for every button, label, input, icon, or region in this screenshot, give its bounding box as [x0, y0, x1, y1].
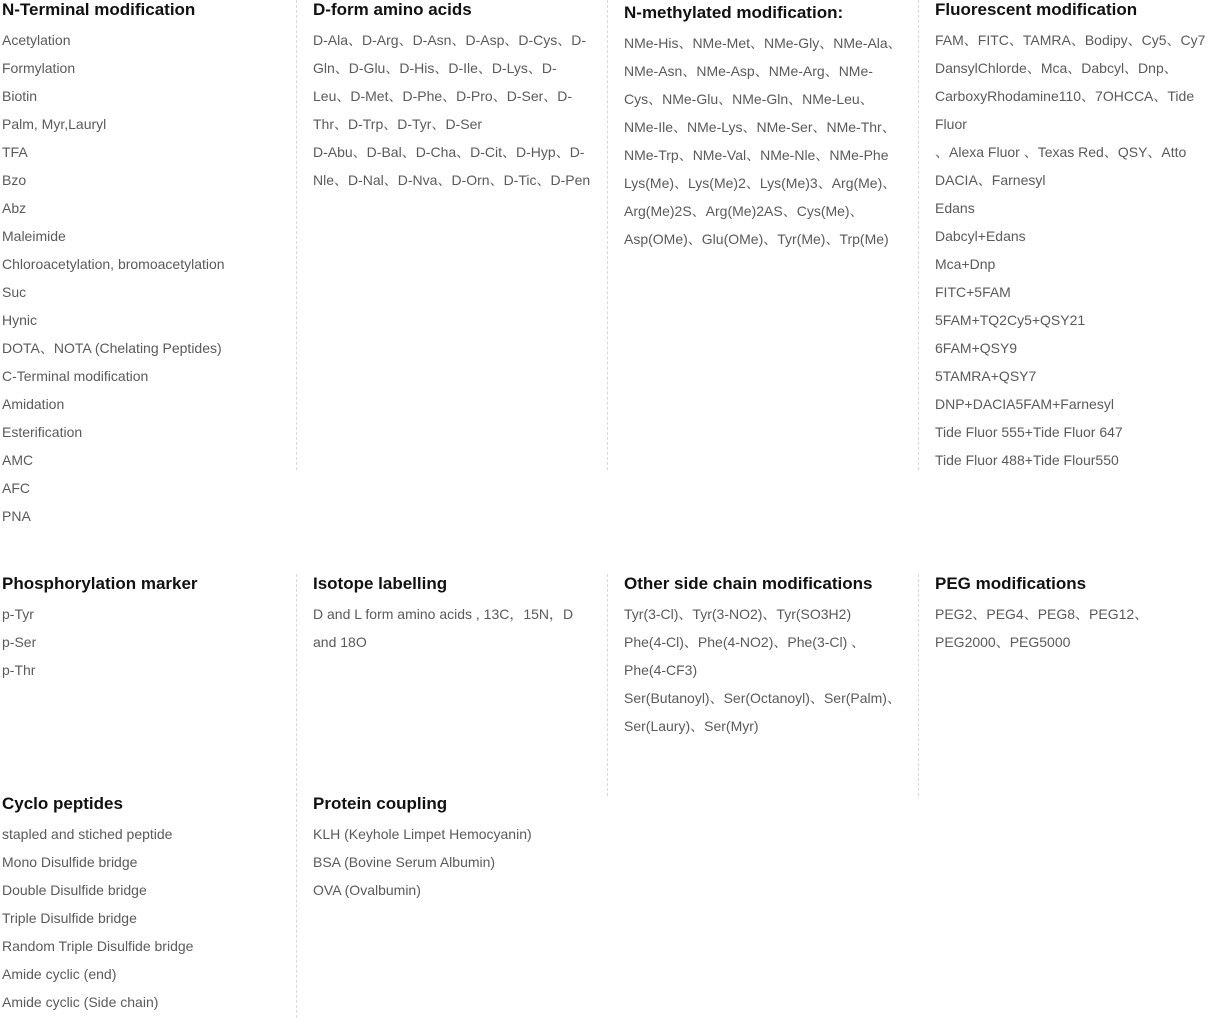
- list-item: Mono Disulfide bridge: [2, 854, 138, 870]
- section-title: N-methylated modification:: [624, 3, 844, 22]
- text-line: Leu、D-Met、D-Phe、D-Pro、D-Ser、D-: [313, 88, 573, 104]
- item-list: [313, 600, 607, 656]
- list-item: Double Disulfide bridge: [2, 882, 147, 898]
- section-title: Fluorescent modification: [935, 0, 1138, 19]
- text-line: 5FAM+TQ2Cy5+QSY21: [935, 312, 1086, 328]
- list-item: Acetylation: [2, 32, 71, 48]
- item-list: [624, 600, 918, 740]
- list-item: Amide cyclic (end): [2, 966, 117, 982]
- text-line: DansylChlorde、Mca、Dabcyl、Dnp、: [935, 60, 1178, 76]
- text-line: Ser(Laury)、Ser(Myr): [624, 718, 759, 734]
- section-phosphorylation: [0, 574, 297, 796]
- item-list: [2, 820, 296, 1016]
- item-list: [313, 26, 607, 194]
- list-item: Palm, Myr,Lauryl: [2, 116, 107, 132]
- section-title: D-form amino acids: [313, 0, 472, 19]
- section-title: Protein coupling: [313, 794, 448, 813]
- section-isotope: [313, 574, 608, 796]
- list-item: Amide cyclic (Side chain): [2, 994, 159, 1010]
- list-item: Suc: [2, 284, 27, 300]
- text-line: 6FAM+QSY9: [935, 340, 1018, 356]
- text-line: 、Alexa Fluor 、Texas Red、QSY、Atto: [935, 144, 1187, 160]
- list-item: OVA (Ovalbumin): [313, 882, 421, 898]
- list-item: AMC: [2, 452, 34, 468]
- section-n-methylated: [624, 0, 919, 470]
- section-fluorescent: [935, 0, 1208, 470]
- list-item: TFA: [2, 144, 28, 160]
- section-title: N-Terminal modification: [2, 0, 196, 19]
- text-line: Tyr(3-Cl)、Tyr(3-NO2)、Tyr(SO3H2): [624, 606, 852, 622]
- text-line: Lys(Me)、Lys(Me)2、Lys(Me)3、Arg(Me)、: [624, 175, 897, 191]
- text-line: Phe(4-CF3): [624, 662, 698, 678]
- text-line: CarboxyRhodamine110、7OHCCA、Tide: [935, 88, 1195, 104]
- text-line: FITC+5FAM: [935, 284, 1011, 300]
- text-line: Mca+Dnp: [935, 256, 996, 272]
- section-title: Phosphorylation marker: [2, 574, 198, 593]
- item-list: [935, 26, 1208, 474]
- section-title: PEG modifications: [935, 574, 1087, 593]
- text-line: Arg(Me)2S、Arg(Me)2AS、Cys(Me)、: [624, 203, 864, 219]
- list-item: Abz: [2, 200, 27, 216]
- text-line: PEG2000、PEG5000: [935, 634, 1071, 650]
- text-line: Tide Fluor 555+Tide Fluor 647: [935, 424, 1123, 440]
- section-title: Other side chain modifications: [624, 574, 873, 593]
- text-line: DNP+DACIA5FAM+Farnesyl: [935, 396, 1114, 412]
- text-line: Gln、D-Glu、D-His、D-Ile、D-Lys、D-: [313, 60, 557, 76]
- text-line: NMe-Ile、NMe-Lys、NMe-Ser、NMe-Thr、: [624, 119, 896, 135]
- list-item: Esterification: [2, 424, 83, 440]
- item-list: [935, 600, 1208, 656]
- text-line: D and L form amino acids , 13C，15N，D: [313, 606, 574, 622]
- item-list: [2, 26, 296, 530]
- text-line: Asp(OMe)、Glu(OMe)、Tyr(Me)、Trp(Me): [624, 231, 889, 247]
- list-item: Amidation: [2, 396, 65, 412]
- list-item: Biotin: [2, 88, 38, 104]
- section-side-chain: [624, 574, 919, 796]
- text-line: D-Abu、D-Bal、D-Cha、D-Cit、D-Hyp、D-: [313, 144, 585, 160]
- list-item: Chloroacetylation, bromoacetylation: [2, 256, 225, 272]
- text-line: Edans: [935, 200, 975, 216]
- text-line: D-Ala、D-Arg、D-Asn、D-Asp、D-Cys、D-: [313, 32, 587, 48]
- section-n-terminal: [0, 0, 297, 524]
- text-line: Tide Fluor 488+Tide Flour550: [935, 452, 1119, 468]
- text-line: Thr、D-Trp、D-Tyr、D-Ser: [313, 116, 483, 132]
- list-item: BSA (Bovine Serum Albumin): [313, 854, 496, 870]
- list-item: p-Thr: [2, 662, 36, 678]
- text-line: Fluor: [935, 116, 967, 132]
- text-line: Cys、NMe-Glu、NMe-Gln、NMe-Leu、: [624, 91, 874, 107]
- text-line: Nle、D-Nal、D-Nva、D-Orn、D-Tic、D-Pen: [313, 172, 591, 188]
- list-item: Random Triple Disulfide bridge: [2, 938, 194, 954]
- section-title: Isotope labelling: [313, 574, 448, 593]
- text-line: Ser(Butanoyl)、Ser(Octanoyl)、Ser(Palm)、: [624, 690, 901, 706]
- text-line: FAM、FITC、TAMRA、Bodipy、Cy5、Cy7: [935, 32, 1206, 48]
- item-list: [624, 29, 918, 253]
- item-list: [313, 820, 608, 904]
- list-item: Maleimide: [2, 228, 66, 244]
- list-item: Hynic: [2, 312, 38, 328]
- list-item: Triple Disulfide bridge: [2, 910, 137, 926]
- text-line: NMe-Trp、NMe-Val、NMe-Nle、NMe-Phe: [624, 147, 889, 163]
- list-item: PNA: [2, 508, 31, 524]
- list-item: C-Terminal modification: [2, 368, 149, 384]
- text-line: Phe(4-Cl)、Phe(4-NO2)、Phe(3-Cl) 、: [624, 634, 866, 650]
- section-protein-coupling: [313, 794, 608, 1018]
- list-item: p-Ser: [2, 634, 37, 650]
- list-item: Formylation: [2, 60, 76, 76]
- list-item: KLH (Keyhole Limpet Hemocyanin): [313, 826, 532, 842]
- row-3: [0, 794, 1208, 1018]
- item-list: [2, 600, 296, 684]
- text-line: and 18O: [313, 634, 367, 650]
- list-item: AFC: [2, 480, 30, 496]
- text-line: 5TAMRA+QSY7: [935, 368, 1037, 384]
- section-title: Cyclo peptides: [2, 794, 123, 813]
- section-d-form: [313, 0, 608, 470]
- text-line: Dabcyl+Edans: [935, 228, 1026, 244]
- list-item: Bzo: [2, 172, 27, 188]
- text-line: DACIA、Farnesyl: [935, 172, 1046, 188]
- text-line: NMe-His、NMe-Met、NMe-Gly、NMe-Ala、: [624, 35, 902, 51]
- section-cyclo: [0, 794, 297, 1018]
- list-item: DOTA、NOTA (Chelating Peptides): [2, 340, 222, 356]
- text-line: NMe-Asn、NMe-Asp、NMe-Arg、NMe-: [624, 63, 873, 79]
- list-item: stapled and stiched peptide: [2, 826, 173, 842]
- list-item: p-Tyr: [2, 606, 34, 622]
- text-line: PEG2、PEG4、PEG8、PEG12、: [935, 606, 1149, 622]
- row-2: [0, 574, 1208, 796]
- section-peg: [935, 574, 1208, 796]
